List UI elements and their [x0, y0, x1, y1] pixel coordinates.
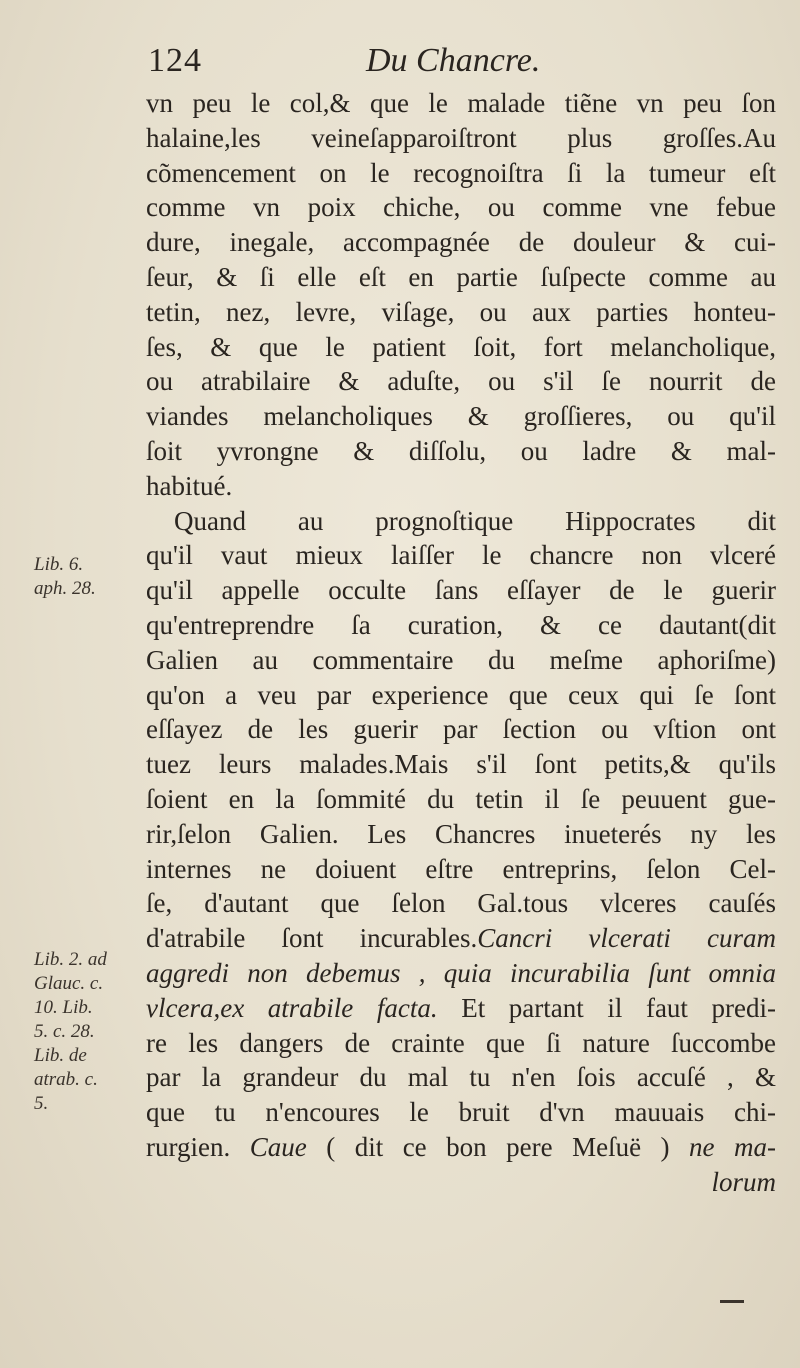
text-line: halaine,les veineſapparoiſtront plus groſſes.Au	[146, 122, 776, 153]
text-line: qu'on a veu par experience que ceux qui ſe ſont	[146, 679, 776, 710]
text-line: vn peu le col,& que le malade tiẽne vn peu ſon	[146, 88, 776, 118]
body-text	[146, 86, 776, 1200]
roman-run: rurgien.	[146, 1131, 250, 1162]
margin-note-line: 10. Lib.	[34, 997, 93, 1018]
margin-note-1	[34, 553, 134, 601]
text-line: ſoient en la ſommité du tetin il ſe peuuent gue-	[146, 783, 776, 814]
latin-quote-run: vlcera,ex atrabile facta.	[146, 992, 438, 1023]
text-line: dure, inegale, accompagnée de douleur & cui-	[146, 227, 776, 258]
paragraph-start-line: Quand au prognoſtique Hippocrates dit	[174, 505, 776, 536]
roman-run: ( dit ce bon pere Meſuë )	[306, 1131, 690, 1162]
text-line: Galien au commentaire du meſme aphoriſme)	[146, 644, 776, 675]
text-line: internes ne doiuent eſtre entreprins, ſelon Cel-	[146, 853, 776, 884]
text-line: qu'entreprendre ſa curation, & ce dautant(dit	[146, 609, 776, 640]
roman-run: d'atrabile ſont incurables.	[146, 923, 478, 954]
margin-note-line: Glauc. c.	[34, 973, 104, 994]
text-line-mixed	[146, 921, 776, 956]
page-number: 124	[148, 42, 202, 79]
roman-run: Et partant il faut predi-	[437, 992, 776, 1023]
latin-quote-run: Caue	[249, 1131, 307, 1162]
text-line: que tu n'encoures le bruit d'vn mauuais chi-	[146, 1097, 776, 1128]
margin-note-line: atrab. c.	[34, 1069, 98, 1090]
margin-note-line: 5.	[34, 1093, 49, 1114]
margin-note-line: Lib. 2. ad	[34, 949, 107, 970]
latin-quote-run: Cancri vlcerati curam	[477, 923, 776, 954]
margin-note-2	[34, 948, 134, 1116]
page-header	[140, 42, 640, 88]
text-line: par la grandeur du mal tu n'en ſois accuſé , &	[146, 1062, 776, 1093]
text-line: viandes melancholiques & groſſieres, ou qu'il	[146, 401, 776, 432]
running-head: Du Chancre.	[366, 42, 541, 79]
text-line: tetin, nez, levre, viſage, ou aux parties honteu-	[146, 296, 776, 327]
text-line: ſeur, & ſi elle eſt en partie ſuſpecte comme au	[146, 261, 776, 292]
margin-note-line: 5. c. 28.	[34, 1021, 95, 1042]
text-line: comme vn poix chiche, ou comme vne febue	[146, 192, 776, 223]
text-line: ſes, & que le patient ſoit, fort melancholique,	[146, 331, 776, 362]
text-line: ſoit yvrongne & diſſolu, ou ladre & mal-	[146, 435, 776, 466]
text-line: tuez leurs malades.Mais s'il ſont petits,& qu'ils	[146, 749, 776, 780]
text-line: ou atrabilaire & aduſte, ou s'il ſe nourrit de	[146, 366, 776, 397]
text-line: qu'il appelle occulte ſans eſſayer de le guerir	[146, 575, 776, 606]
catchword-mark	[720, 1300, 744, 1303]
text-line: cõmencement on le recognoiſtra ſi la tumeur eſt	[146, 157, 776, 188]
text-line: re les dangers de crainte que ſi nature ſuccombe	[146, 1027, 776, 1058]
text-line: eſſayez de les guerir par ſection ou vſtion ont	[146, 714, 776, 745]
margin-note-line: Lib. de	[34, 1045, 87, 1066]
text-line-mixed	[146, 1130, 776, 1165]
text-line: habitué.	[146, 470, 233, 501]
text-line: rir,ſelon Galien. Les Chancres inueterés ny les	[146, 818, 776, 849]
latin-quote-line: aggredi non debemus , quia incurabilia ſunt omnia	[146, 957, 776, 988]
text-line-mixed	[146, 991, 776, 1026]
margin-note-line: Lib. 6.	[34, 554, 84, 575]
margin-note-line: aph. 28.	[34, 578, 96, 599]
latin-quote-run: ne ma-	[689, 1131, 777, 1162]
text-line-last: lorum	[711, 1166, 776, 1197]
text-line: qu'il vaut mieux laiſſer le chancre non vlceré	[146, 540, 776, 571]
text-line: ſe, d'autant que ſelon Gal.tous vlceres cauſés	[146, 888, 776, 919]
